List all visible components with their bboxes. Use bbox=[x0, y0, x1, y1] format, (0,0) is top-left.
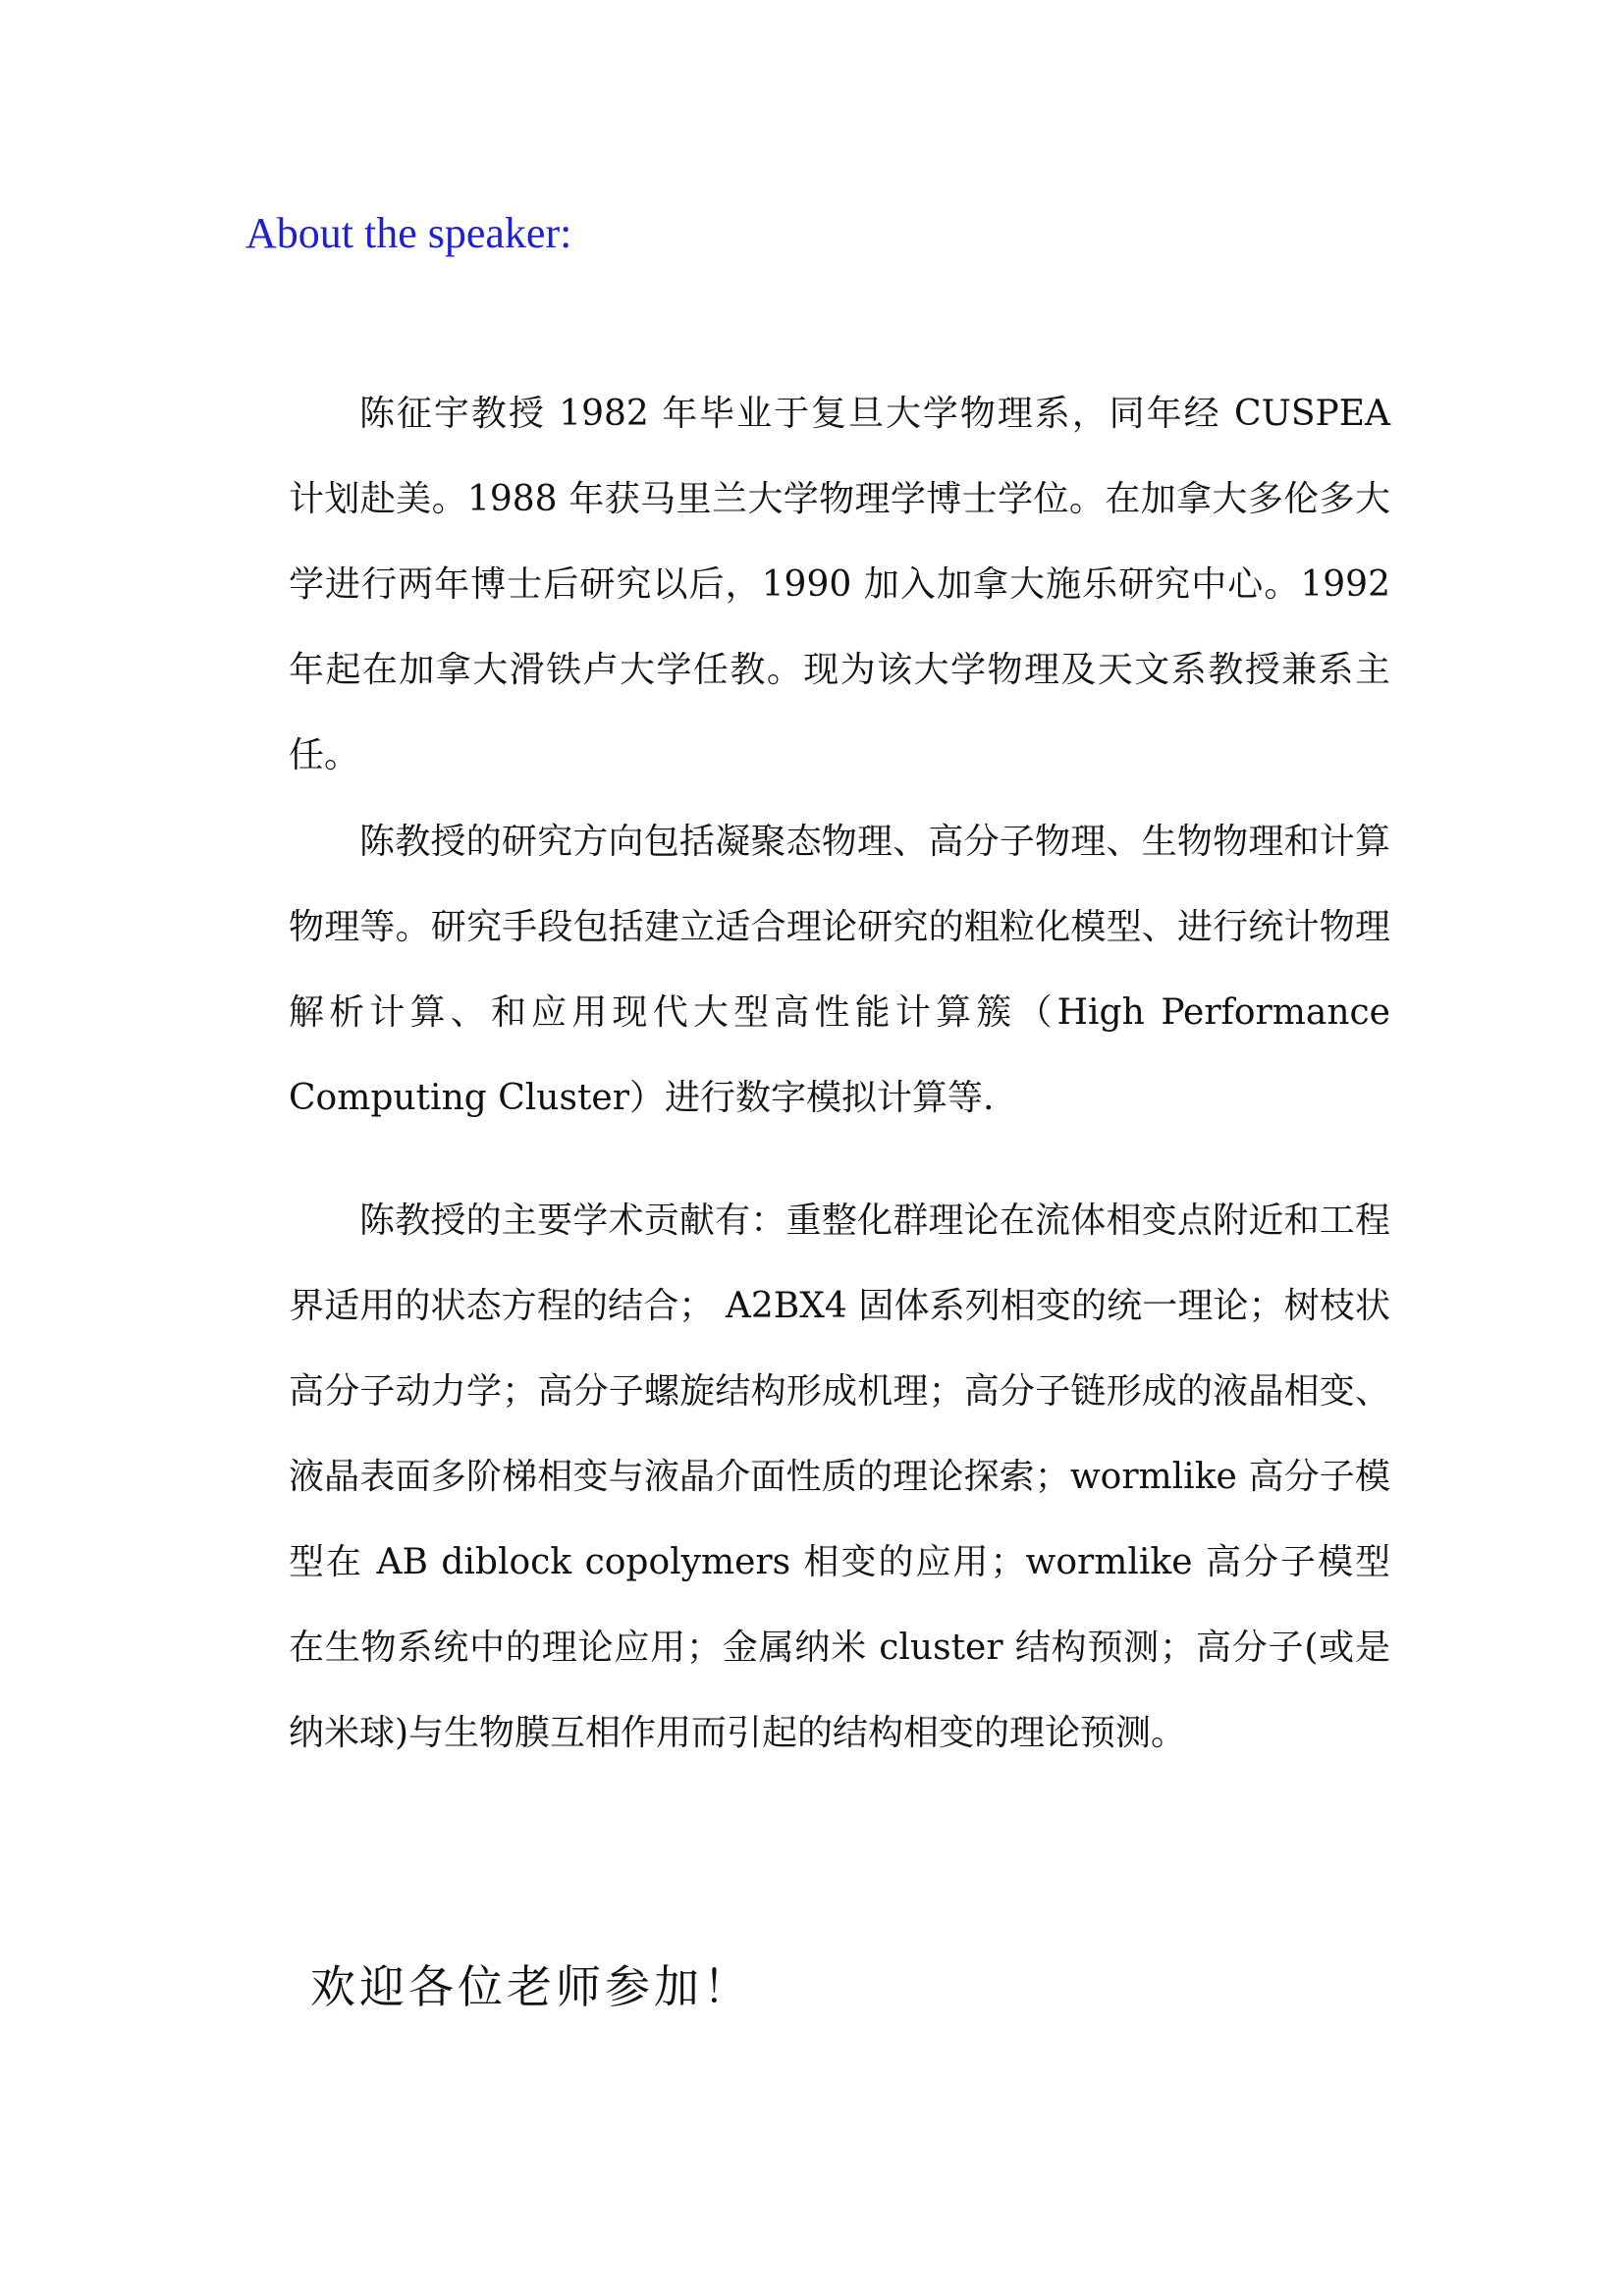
closing-invitation: 欢迎各位老师参加！ bbox=[310, 1960, 752, 2013]
contributions-text: 陈教授的主要学术贡献有：重整化群理论在流体相变点附近和工程界适用的状态方程的结合； A2BX4 固体系列相变的统一理论；树枝状高分子动力学；高分子螺旋结构形成机理；高分子链形成的液晶相变、液晶表面多阶梯相变与液晶介面性质的理论探索；wormlike 高分子模型在 AB diblock copolymers 相变的应用；wormlike 高分子模型在生物系统中的理论应用；金属纳米 cluster 结构预测；高分子(或是纳米球)与生物膜互相作用而引起的结构相变的理论预测。 bbox=[289, 1201, 1390, 1753]
bio-paragraph bbox=[289, 371, 1390, 798]
bio-text: 陈征宇教授 1982 年毕业于复旦大学物理系，同年经 CUSPEA 计划赴美。1988 年获马里兰大学物理学博士学位。在加拿大多伦多大学进行两年博士后研究以后，1990 加入加拿大施乐研究中心。1992 年起在加拿大滑铁卢大学任教。现为该大学物理及天文系教授兼系主任。 bbox=[289, 394, 1390, 775]
research-text: 陈教授的研究方向包括凝聚态物理、高分子物理、生物物理和计算物理等。研究手段包括建立适合理论研究的粗粒化模型、进行统计物理解析计算、和应用现代大型高性能计算簇（High Performance Computing Cluster）进行数字模拟计算等. bbox=[289, 822, 1390, 1118]
section-heading: About the speaker: bbox=[245, 209, 572, 257]
research-paragraph bbox=[289, 799, 1390, 1141]
contributions-paragraph bbox=[289, 1178, 1390, 1776]
